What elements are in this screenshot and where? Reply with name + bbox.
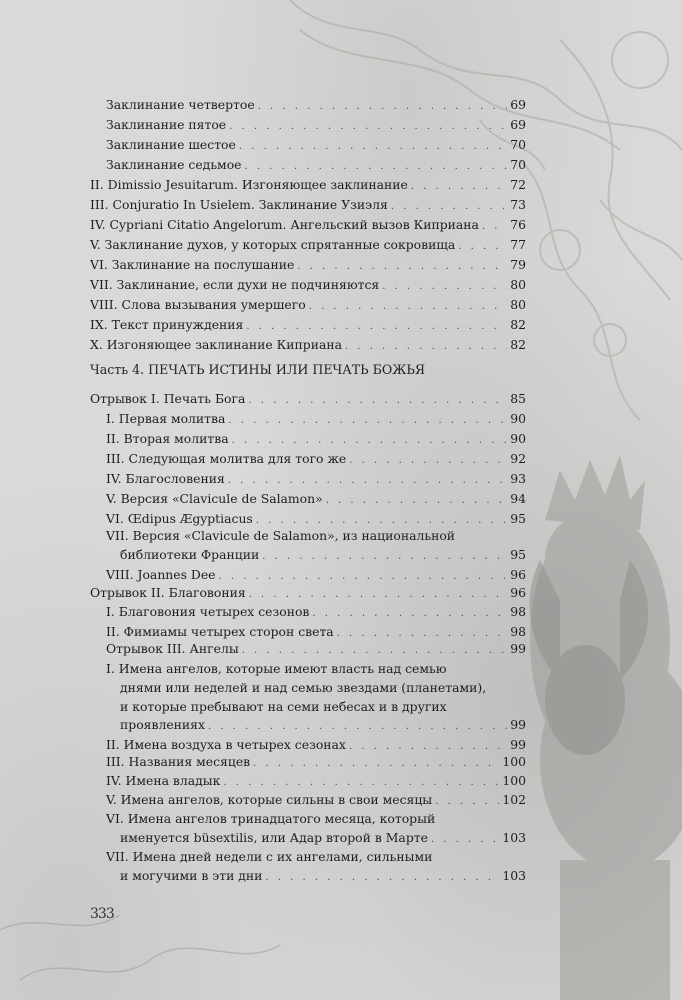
leader-dots bbox=[297, 258, 507, 276]
toc-entry[interactable] bbox=[106, 603, 526, 623]
toc-entry[interactable] bbox=[106, 470, 526, 490]
toc-entry[interactable] bbox=[90, 256, 526, 276]
toc-entry-page: 69 bbox=[510, 97, 526, 112]
toc-entry-page: 85 bbox=[510, 391, 526, 406]
toc-entry-page: 98 bbox=[510, 624, 526, 639]
toc-entry-title[interactable]: I. Имена ангелов, которые имеют власть над семью bbox=[106, 661, 447, 676]
toc-entry-title: Заклинание пятое bbox=[106, 117, 227, 132]
toc-entry-page: 99 bbox=[510, 641, 526, 656]
toc-entry-title: VI. Œdipus Ægyptiacus bbox=[106, 511, 253, 526]
toc-entry[interactable] bbox=[106, 96, 526, 116]
toc-entry-page: 92 bbox=[510, 451, 526, 466]
toc-entry-title: библиотеки Франции bbox=[120, 547, 260, 562]
leader-dots bbox=[482, 218, 507, 236]
toc-entry-page: 93 bbox=[510, 471, 526, 486]
leader-dots bbox=[382, 278, 507, 296]
leader-dots bbox=[229, 118, 507, 136]
leader-dots bbox=[232, 432, 508, 450]
toc-entry-title: Заклинание седьмое bbox=[106, 157, 242, 172]
toc-entry[interactable] bbox=[106, 116, 526, 136]
leader-dots bbox=[242, 642, 508, 660]
toc-entry-title: Отрывок I. Печать Бога bbox=[90, 391, 246, 406]
toc-entry-page: 82 bbox=[510, 337, 526, 352]
toc-entry[interactable] bbox=[106, 430, 526, 450]
toc-entry-title: IV. Имена владык bbox=[106, 773, 221, 788]
toc-entry-title: Отрывок II. Благовония bbox=[90, 585, 246, 600]
toc-entry-page: 79 bbox=[510, 257, 526, 272]
leader-dots bbox=[228, 472, 507, 490]
toc-entry-page: 80 bbox=[510, 297, 526, 312]
toc-entry-title: VIII. Joannes Dee bbox=[106, 567, 216, 582]
toc-entry-title: III. Названия месяцев bbox=[106, 754, 251, 769]
toc-entry-title: V. Имена ангелов, которые сильны в свои месяцы bbox=[106, 792, 433, 807]
toc-entry[interactable] bbox=[106, 490, 526, 510]
toc-entry-title: I. Благовония четырех сезонов bbox=[106, 604, 310, 619]
leader-dots bbox=[345, 338, 507, 356]
toc-entry-title: Заклинание четвертое bbox=[106, 97, 255, 112]
toc-entry-title: Заклинание шестое bbox=[106, 137, 236, 152]
toc-entry[interactable] bbox=[106, 753, 526, 773]
leader-dots bbox=[246, 318, 507, 336]
leader-dots bbox=[309, 298, 508, 316]
leader-dots bbox=[265, 869, 499, 887]
leader-dots bbox=[435, 793, 499, 811]
leader-dots bbox=[228, 412, 507, 430]
leader-dots bbox=[431, 831, 499, 849]
leader-dots bbox=[326, 492, 508, 510]
toc-entry-title: III. Conjuratio In Usielem. Заклинание Узиэля bbox=[90, 197, 388, 212]
toc-entry[interactable] bbox=[90, 196, 526, 216]
toc-entry-title: V. Версия «Clavicule de Salamon» bbox=[106, 491, 323, 506]
toc-entry-title: IV. Благословения bbox=[106, 471, 225, 486]
toc-entry[interactable] bbox=[106, 772, 526, 792]
toc-entry-title[interactable]: днями или неделей и над семью звездами (планетами), bbox=[120, 680, 487, 695]
toc-entry-page: 72 bbox=[510, 177, 526, 192]
toc-entry-title: II. Имена воздуха в четырех сезонах bbox=[106, 737, 346, 752]
toc-entry[interactable] bbox=[120, 546, 526, 566]
toc-entry-page: 103 bbox=[502, 868, 526, 883]
toc-entry[interactable] bbox=[120, 716, 526, 736]
toc-entry-title: I. Первая молитва bbox=[106, 411, 226, 426]
toc-entry-page: 73 bbox=[510, 197, 526, 212]
leader-dots bbox=[245, 158, 508, 176]
toc-entry-title: IV. Cypriani Citatio Angelorum. Ангельский вызов Киприана bbox=[90, 217, 479, 232]
toc-entry-title: II. Вторая молитва bbox=[106, 431, 229, 446]
toc-entry[interactable] bbox=[106, 136, 526, 156]
toc-entry-page: 94 bbox=[510, 491, 526, 506]
toc-entry-title[interactable]: VI. Имена ангелов тринадцатого месяца, который bbox=[106, 811, 436, 826]
toc-entry[interactable] bbox=[90, 276, 526, 296]
toc-entry-page: 102 bbox=[502, 792, 526, 807]
leader-dots bbox=[262, 548, 507, 566]
leader-dots bbox=[411, 178, 507, 196]
toc-entry-title: проявлениях bbox=[120, 717, 205, 732]
leader-dots bbox=[258, 98, 508, 116]
toc-entry-page: 100 bbox=[502, 754, 526, 769]
leader-dots bbox=[458, 238, 507, 256]
toc-entry-page: 103 bbox=[502, 830, 526, 845]
toc-entry-page: 77 bbox=[510, 237, 526, 252]
toc-entry-page: 95 bbox=[510, 547, 526, 562]
toc-entry[interactable] bbox=[106, 640, 526, 660]
toc-entry-page: 100 bbox=[502, 773, 526, 788]
toc-entry-title: Отрывок III. Ангелы bbox=[106, 641, 239, 656]
leader-dots bbox=[312, 605, 507, 623]
toc-entry-page: 99 bbox=[510, 737, 526, 752]
leader-dots bbox=[249, 586, 508, 604]
toc-entry-title: III. Следующая молитва для того же bbox=[106, 451, 347, 466]
toc-entry-title: и могучими в эти дни bbox=[120, 868, 263, 883]
toc-entry-page: 70 bbox=[510, 157, 526, 172]
toc-entry-title: VI. Заклинание на послушание bbox=[90, 257, 295, 272]
toc-entry-title: именуется büsextilis, или Адар второй в Марте bbox=[120, 830, 428, 845]
leader-dots bbox=[239, 138, 507, 156]
toc-entry-page: 95 bbox=[510, 511, 526, 526]
toc-entry[interactable] bbox=[90, 216, 526, 236]
toc-entry-page: 69 bbox=[510, 117, 526, 132]
toc-entry-page: 96 bbox=[510, 567, 526, 582]
leader-dots bbox=[223, 774, 499, 792]
toc-entry-title: VIII. Слова вызывания умершего bbox=[90, 297, 306, 312]
toc-entry[interactable] bbox=[106, 450, 526, 470]
toc-entry[interactable] bbox=[90, 390, 526, 410]
toc-entry[interactable] bbox=[90, 584, 526, 604]
toc-entry[interactable] bbox=[90, 336, 526, 356]
toc-entry-page: 82 bbox=[510, 317, 526, 332]
leader-dots bbox=[248, 392, 507, 410]
toc-entry-page: 99 bbox=[510, 717, 526, 732]
section-heading: Часть 4. ПЕЧАТЬ ИСТИНЫ ИЛИ ПЕЧАТЬ БОЖЬЯ bbox=[90, 362, 426, 377]
toc-entry[interactable] bbox=[90, 236, 526, 256]
leader-dots bbox=[208, 718, 507, 736]
toc-entry[interactable] bbox=[106, 791, 526, 811]
toc-entry-page: 76 bbox=[510, 217, 526, 232]
toc-entry-page: 96 bbox=[510, 585, 526, 600]
leader-dots bbox=[253, 755, 499, 773]
toc-entry-page: 70 bbox=[510, 137, 526, 152]
toc-entry[interactable] bbox=[120, 867, 526, 887]
toc-entry[interactable] bbox=[120, 829, 526, 849]
leader-dots bbox=[391, 198, 507, 216]
toc-entry-title: II. Фимиамы четырех сторон света bbox=[106, 624, 334, 639]
leader-dots bbox=[349, 452, 507, 470]
toc-entry[interactable] bbox=[90, 296, 526, 316]
toc-entry-page: 90 bbox=[510, 411, 526, 426]
toc-entry-title: IX. Текст принуждения bbox=[90, 317, 244, 332]
toc-entry[interactable] bbox=[106, 410, 526, 430]
toc-entry-title[interactable]: и которые пребывают на семи небесах и в других bbox=[120, 699, 447, 714]
toc-entry-title: X. Изгоняющее заклинание Киприана bbox=[90, 337, 342, 352]
toc-entry[interactable] bbox=[90, 316, 526, 336]
toc-entry-page: 98 bbox=[510, 604, 526, 619]
toc-entry-title[interactable]: VII. Имена дней недели с их ангелами, сильными bbox=[106, 849, 433, 864]
toc-entry-title: V. Заклинание духов, у которых спрятанные сокровища bbox=[90, 237, 456, 252]
toc-entry-page: 90 bbox=[510, 431, 526, 446]
toc-entry-title[interactable]: VII. Версия «Clavicule de Salamon», из национальной bbox=[106, 528, 456, 543]
toc-entry[interactable] bbox=[106, 566, 526, 586]
toc-entry-title: VII. Заклинание, если духи не подчиняются bbox=[90, 277, 380, 292]
page-number: 333 bbox=[90, 906, 114, 922]
toc-entry-page: 80 bbox=[510, 277, 526, 292]
toc-entry[interactable] bbox=[106, 156, 526, 176]
toc-entry[interactable] bbox=[90, 176, 526, 196]
toc-entry-title: II. Dimissio Jesuitarum. Изгоняющее заклинание bbox=[90, 177, 408, 192]
